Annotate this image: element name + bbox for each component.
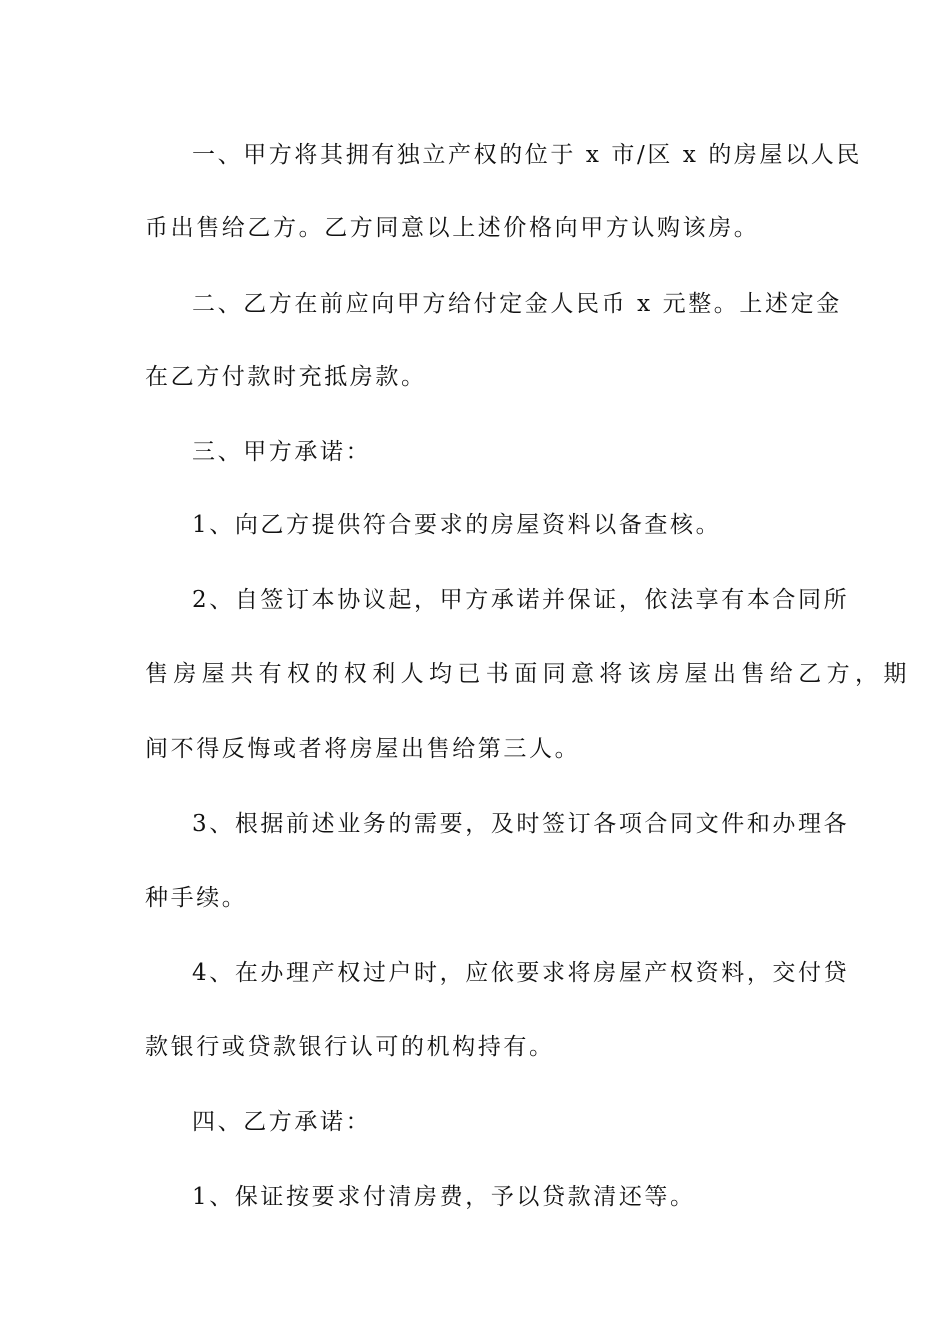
paragraph-line: 1、保证按要求付清房费，予以贷款清还等。 [192,1184,696,1210]
paragraph-line: 款银行或贷款银行认可的机构持有。 [145,1034,555,1060]
section-heading: 四、乙方承诺： [192,1109,372,1135]
paragraph-line: 在乙方付款时充抵房款。 [145,364,427,390]
paragraph-line: 1、向乙方提供符合要求的房屋资料以备查核。 [192,512,722,538]
paragraph-line: 种手续。 [145,885,248,911]
paragraph-line: 2、自签订本协议起，甲方承诺并保证，依法享有本合同所 [192,587,850,613]
paragraph-line: 4、在办理产权过户时，应依要求将房屋产权资料，交付贷 [192,960,850,986]
paragraph-line: 一、甲方将其拥有独立产权的位于 x 市/区 x 的房屋以人民 [192,142,862,168]
paragraph-line: 售房屋共有权的权利人均已书面同意将该房屋出售给乙方，期 [145,661,912,687]
section-heading: 三、甲方承诺： [192,439,372,465]
paragraph-line: 3、根据前述业务的需要，及时签订各项合同文件和办理各 [192,811,850,837]
paragraph-line: 二、乙方在前应向甲方给付定金人民币 x 元整。上述定金 [192,291,842,317]
paragraph-line: 币出售给乙方。乙方同意以上述价格向甲方认购该房。 [145,215,760,241]
paragraph-line: 间不得反悔或者将房屋出售给第三人。 [145,736,581,762]
